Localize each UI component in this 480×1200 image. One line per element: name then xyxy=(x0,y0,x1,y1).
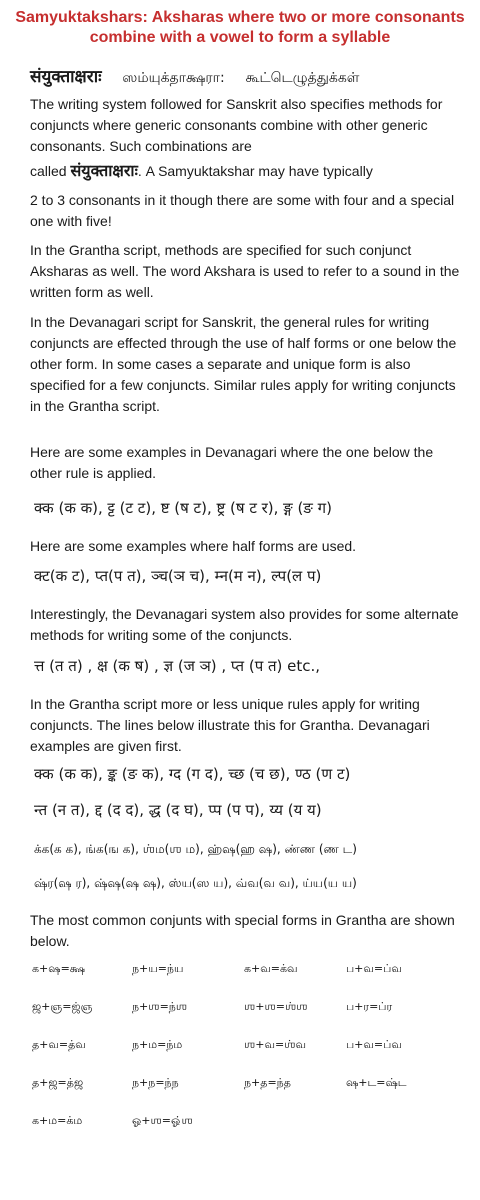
examples-half-forms: क्ट(क ट), प्त(प त), ञ्च(ञ च), म्न(म न), ल्प(ल प) xyxy=(34,567,322,585)
grantha-conjunct-cell: ஜ+ஞ=ஜ்ஞ xyxy=(32,1000,93,1013)
grantha-conjunct-cell: க+ஷ=க்ஷ xyxy=(32,962,86,975)
grantha-conjunct-cell: ந+த=ந்த xyxy=(244,1076,291,1089)
paragraph-consonant-count: 2 to 3 consonants in it though there are some with four and a special one with five! xyxy=(30,192,455,229)
samyuktakshar-heading xyxy=(30,64,359,88)
paragraph-special-forms-intro: The most common conjunts with special forms in Grantha are shown below. xyxy=(30,912,455,949)
paragraph-intro: The writing system followed for Sanskrit also specifies methods for conjuncts where generic consonants combine with other generic consonants. Such combinations are xyxy=(30,96,443,154)
paragraph-alternate-intro: Interestingly, the Devanagari system also provides for some alternate methods for writing some of the conjuncts. xyxy=(30,606,459,643)
examples-grantha-line-2: ஷ்ர(ஷ ர), ஷ்ஷ(ஷ ஷ), ஸ்ய(ஸ ய), வ்வ(வ வ), ய்ய(ய ய) xyxy=(34,876,357,890)
paragraph-below-rule-intro: Here are some examples in Devanagari where the one below the other rule is applied. xyxy=(30,444,434,481)
grantha-conjunct-cell: ந+ய=ந்ய xyxy=(132,962,184,975)
paragraph-half-forms-intro: Here are some examples where half forms are used. xyxy=(30,538,357,554)
heading-grantha: ஸம்யுக்தாக்ஷரா: xyxy=(122,70,225,86)
grantha-conjunct-cell: க+வ=க்வ xyxy=(244,962,298,975)
grantha-conjunct-cell: ஷ+ட=ஷ்ட xyxy=(346,1076,407,1089)
examples-devanagari-line-1: क्क (क क), ङ्क (ङ क), ग्द (ग द), च्छ (च छ), ण्ठ (ण ट) xyxy=(34,765,351,783)
grantha-conjunct-cell: ஶ+வ=ஶ்வ xyxy=(244,1038,307,1051)
grantha-conjunct-cell: த+ஜ=த்ஜ xyxy=(32,1076,84,1089)
heading-devanagari: संयुक्ताक्षराः xyxy=(30,67,102,87)
examples-alternate: त्त (त त) , क्ष (क ष) , ज्ञ (ज ञ) , प्त (प त) etc., xyxy=(34,657,321,675)
called-devanagari: संयुक्ताक्षराः xyxy=(70,161,138,180)
grantha-conjunct-cell: ந+ஶ=ந்ஶ xyxy=(132,1000,188,1013)
paragraph-grantha-methods: In the Grantha script, methods are specified for such conjunct Aksharas as well. The word Akshara is used to refer to a sound in the written form as well. xyxy=(30,242,460,300)
grantha-conjunct-cell: ப+வ=ப்வ xyxy=(346,1038,402,1051)
examples-below-rule: क्क (क क), ट्ट (ट ट), ष्ट (ष ट), ष्ट्र (ष ट र), ङ्ग (ङ ग) xyxy=(34,499,332,517)
paragraph-devanagari-rules: In the Devanagari script for Sanskrit, the general rules for writing conjuncts are effected through the use of half forms or one below the other form. In some cases a separate and unique form is also specified for a few conjuncts. Similar rules apply for writing conjuncts in the Grantha script. xyxy=(30,314,457,414)
called-text-post: . A Samyuktakshar may have typically xyxy=(137,163,373,179)
grantha-conjunct-cell: ஶ+ஶ=ஶ்ஶ xyxy=(244,1000,308,1013)
paragraph-grantha-rules: In the Grantha script more or less unique rules apply for writing conjuncts. The lines below illustrate this for Grantha. Devanagari examples are given first. xyxy=(30,696,430,754)
examples-devanagari-line-2: न्त (न त), द्द (द द), द्ध (द घ), प्प (प प), य्य (य य) xyxy=(34,801,322,819)
examples-grantha-line-1: க்க(க க), ங்க(ங க), ஶ்ம(ஶ ம), ஹ்ஷ(ஹ ஷ), ண்ண (ண ட) xyxy=(34,842,357,856)
page-title: Samyuktakshars: Aksharas where two or more consonants combine with a vowel to form a syllable xyxy=(15,9,465,46)
called-text-pre: called xyxy=(30,163,67,179)
grantha-conjunct-cell: ப+ர=ப்ர xyxy=(346,1000,393,1013)
grantha-conjunct-cell: ஓ+ஶ=ஓ்ஶ xyxy=(132,1114,193,1127)
grantha-conjunct-cell: ந+ந=ந்ந xyxy=(132,1076,179,1089)
heading-tamil: கூட்டெழுத்துக்கள் xyxy=(245,70,360,86)
grantha-conjunct-cell: க+ம=க்ம xyxy=(32,1114,83,1127)
grantha-conjunct-cell: த+வ=த்வ xyxy=(32,1038,86,1051)
paragraph-called xyxy=(30,160,460,182)
grantha-conjunct-cell: ப+வ=ப்வ xyxy=(346,962,402,975)
grantha-conjunct-cell: ந+ம=ந்ம xyxy=(132,1038,183,1051)
